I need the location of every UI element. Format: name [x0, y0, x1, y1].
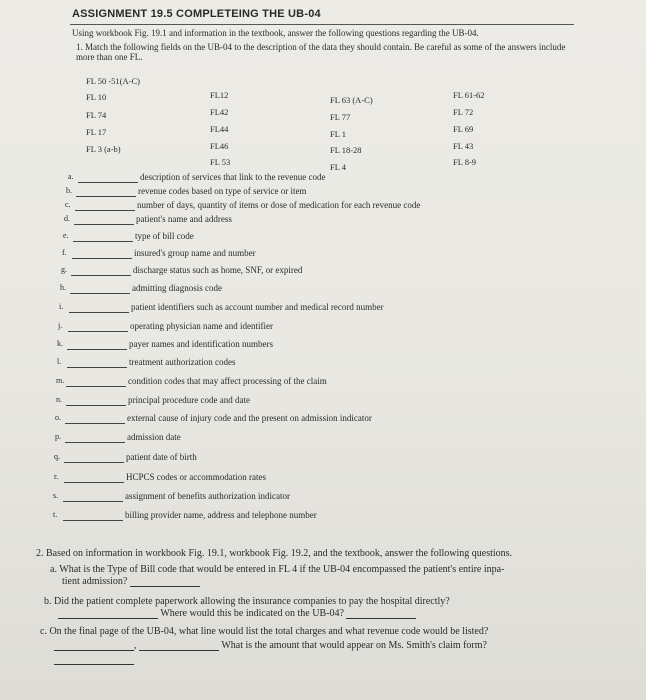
- question-2a-label: tient admission?: [62, 576, 128, 587]
- item-description: condition codes that may affect processing of the claim: [128, 376, 327, 386]
- question-2c-line1: c. On the final page of the UB-04, what line would list the total charges and what revenue code would be listed?: [40, 626, 489, 637]
- question-2b-line2: [58, 608, 416, 619]
- answer-blank[interactable]: [69, 312, 129, 313]
- answer-2b-blank-2[interactable]: [346, 608, 416, 619]
- item-letter: k.: [57, 339, 63, 348]
- answer-2c-blank-1[interactable]: [54, 640, 134, 651]
- question-2b-label: Where would this be indicated on the UB-04?: [160, 608, 344, 619]
- option: FL12: [210, 90, 229, 100]
- option: FL 10: [86, 92, 107, 102]
- question-2-text: 2. Based on information in workbook Fig. 19.1, workbook Fig. 19.2, and the textbook, answer the following questions.: [36, 548, 513, 559]
- answer-blank[interactable]: [66, 405, 126, 406]
- option: FL 63 (A-C): [330, 95, 373, 105]
- answer-blank[interactable]: [76, 196, 136, 197]
- option: FL 61-62: [453, 90, 485, 100]
- option: FL 18-28: [330, 145, 362, 155]
- answer-blank[interactable]: [78, 182, 138, 183]
- item-description: number of days, quantity of items or dose of medication for each revenue code: [137, 200, 421, 210]
- answer-blank[interactable]: [63, 520, 123, 521]
- option: FL 50 -51(A-C): [86, 76, 140, 86]
- option: FL46: [210, 141, 229, 151]
- option: FL 43: [453, 141, 474, 151]
- option: FL44: [210, 124, 229, 134]
- option: FL 77: [330, 112, 351, 122]
- option: FL 1: [330, 129, 346, 139]
- item-description: treatment authorization codes: [129, 357, 236, 367]
- item-letter: q.: [54, 452, 60, 461]
- title-divider: [70, 24, 574, 25]
- option: FL42: [210, 107, 229, 117]
- answer-blank[interactable]: [65, 442, 125, 443]
- option: FL 17: [86, 127, 107, 137]
- answer-blank[interactable]: [65, 423, 125, 424]
- item-letter: o.: [55, 413, 61, 422]
- answer-blank[interactable]: [63, 501, 123, 502]
- item-description: description of services that link to the revenue code: [140, 172, 326, 182]
- item-description: patient date of birth: [126, 452, 197, 462]
- answer-blank[interactable]: [66, 386, 126, 387]
- item-letter: p.: [55, 432, 61, 441]
- option: FL 69: [453, 124, 474, 134]
- answer-blank[interactable]: [74, 224, 134, 225]
- item-description: billing provider name, address and telephone number: [125, 510, 317, 520]
- question-2c-line3: [54, 654, 134, 665]
- instruction-text: Using workbook Fig. 19.1 and information in the textbook, answer the following questions regarding the UB-04.: [72, 28, 479, 38]
- item-description: principal procedure code and date: [128, 395, 250, 405]
- question-2b-line1: b. Did the patient complete paperwork allowing the insurance companies to pay the hospital directly?: [44, 596, 450, 607]
- answer-blank[interactable]: [73, 241, 133, 242]
- question-2c-label: What is the amount that would appear on Ms. Smith's claim form?: [221, 640, 487, 651]
- item-letter: c.: [65, 200, 71, 209]
- item-description: discharge status such as home, SNF, or expired: [133, 265, 303, 275]
- option: FL 74: [86, 110, 107, 120]
- answer-blank[interactable]: [67, 349, 127, 350]
- item-letter: t.: [53, 510, 58, 519]
- question-2a-line1: a. What is the Type of Bill code that would be entered in FL 4 if the UB-04 encompassed the patient's entire inpa-: [50, 564, 505, 575]
- answer-2a-blank[interactable]: [130, 576, 200, 587]
- item-letter: l.: [57, 357, 62, 366]
- answer-blank[interactable]: [64, 462, 124, 463]
- item-description: patient identifiers such as account number and medical record number: [131, 302, 384, 312]
- item-letter: a.: [68, 172, 74, 181]
- question-1-text: 1. Match the following fields on the UB-04 to the description of the data they should contain. Be careful as some of the answers include more than one FL.: [76, 42, 566, 62]
- item-letter: n.: [56, 395, 62, 404]
- item-description: type of bill code: [135, 231, 194, 241]
- answer-blank[interactable]: [75, 210, 135, 211]
- item-description: external cause of injury code and the present on admission indicator: [127, 413, 372, 423]
- item-letter: e.: [63, 231, 69, 240]
- item-letter: f.: [62, 248, 67, 257]
- question-2c-line2: , What is the amount that would appear on Ms. Smith's claim form?: [54, 640, 487, 651]
- question-2a-line2: [62, 576, 200, 587]
- option: FL 4: [330, 162, 346, 172]
- item-description: admitting diagnosis code: [132, 283, 222, 293]
- answer-blank[interactable]: [64, 482, 124, 483]
- item-description: HCPCS codes or accommodation rates: [126, 472, 266, 482]
- item-letter: h.: [60, 283, 66, 292]
- answer-blank[interactable]: [72, 258, 132, 259]
- item-letter: s.: [53, 491, 59, 500]
- option: FL 8-9: [453, 157, 477, 167]
- option: FL 3 (a-b): [86, 144, 121, 154]
- item-description: assignment of benefits authorization indicator: [125, 491, 290, 501]
- item-description: insured's group name and number: [134, 248, 256, 258]
- item-description: revenue codes based on type of service or item: [138, 186, 307, 196]
- answer-2c-blank-2[interactable]: [139, 640, 219, 651]
- item-letter: d.: [64, 214, 70, 223]
- item-letter: j.: [58, 321, 63, 330]
- answer-blank[interactable]: [71, 275, 131, 276]
- answer-blank[interactable]: [68, 331, 128, 332]
- answer-blank[interactable]: [70, 293, 130, 294]
- item-letter: m.: [56, 376, 65, 385]
- item-letter: r.: [54, 472, 59, 481]
- item-letter: g.: [61, 265, 67, 274]
- item-description: operating physician name and identifier: [130, 321, 273, 331]
- option: FL 53: [210, 157, 231, 167]
- item-description: admission date: [127, 432, 181, 442]
- item-description: payer names and identification numbers: [129, 339, 273, 349]
- assignment-title: ASSIGNMENT 19.5 COMPLETEING THE UB-04: [72, 8, 321, 20]
- option: FL 72: [453, 107, 474, 117]
- answer-blank[interactable]: [67, 367, 127, 368]
- item-letter: b.: [66, 186, 72, 195]
- answer-2b-blank-1[interactable]: [58, 608, 158, 619]
- answer-2c-blank-3[interactable]: [54, 654, 134, 665]
- item-letter: i.: [59, 302, 64, 311]
- item-description: patient's name and address: [136, 214, 232, 224]
